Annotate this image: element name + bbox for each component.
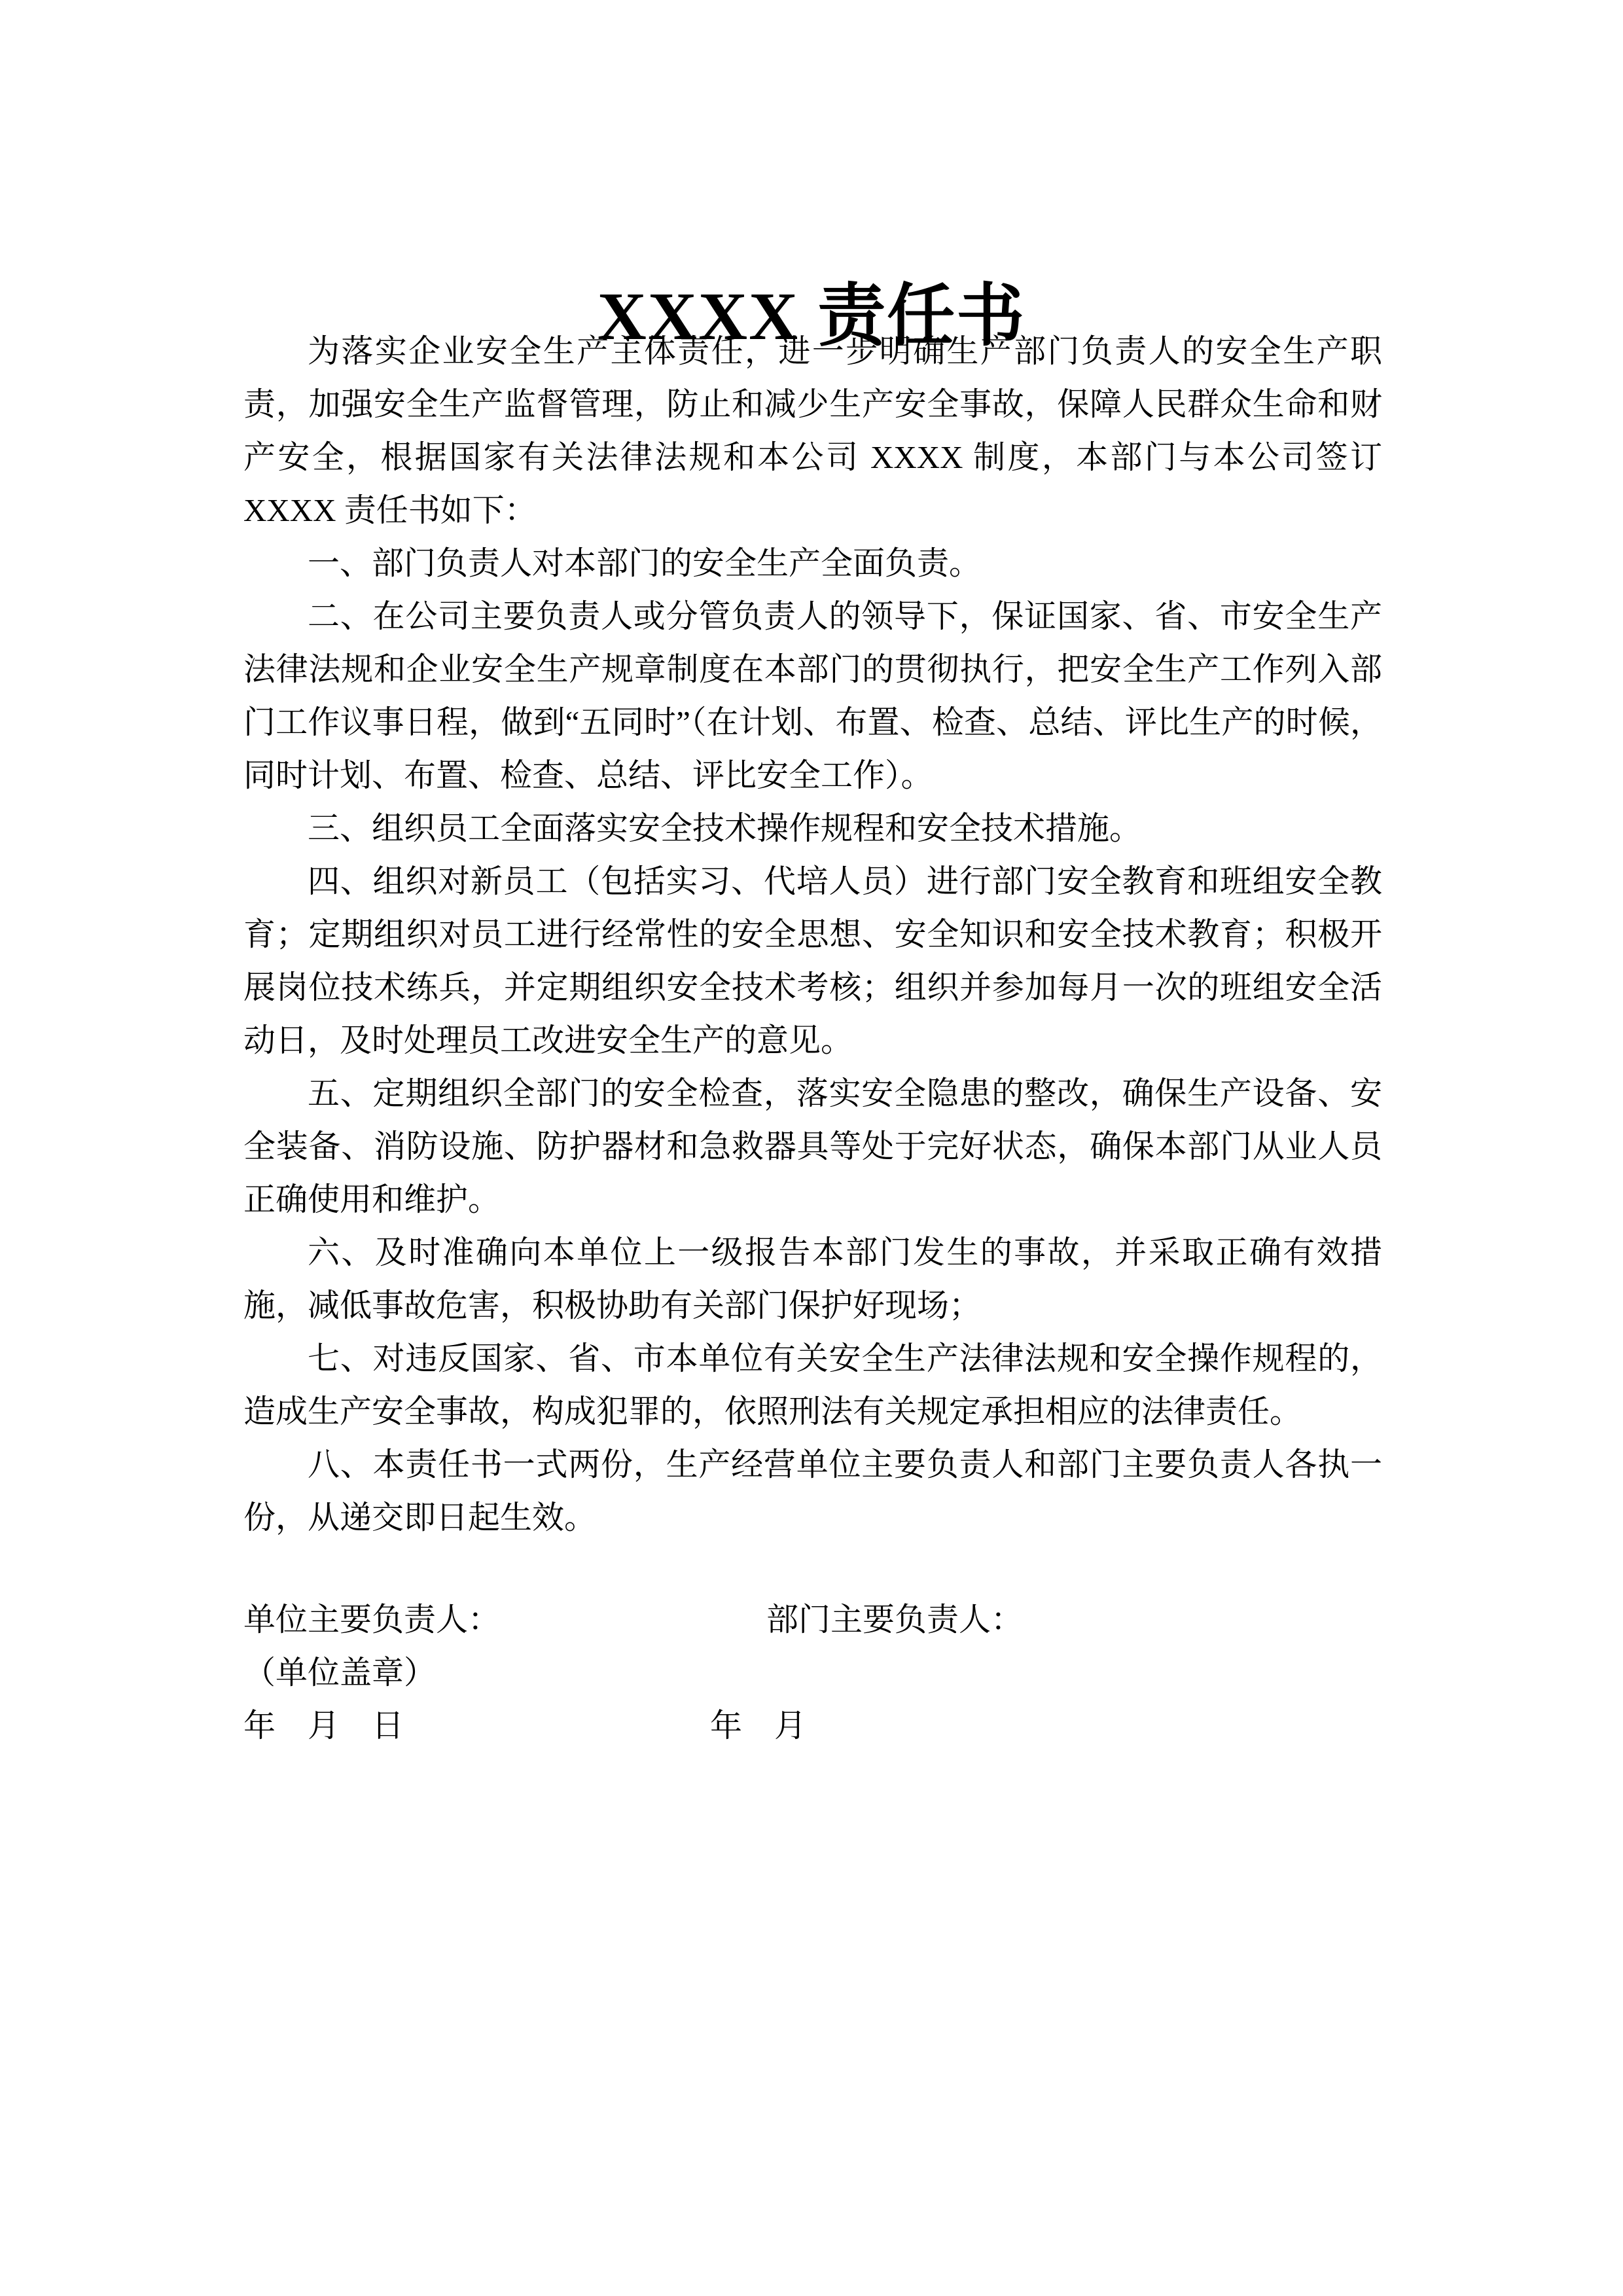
department-responsible-label: 部门主要负责人： — [766, 1602, 1024, 1638]
clause-3-paragraph: 三、组织员工全面落实安全技术操作规程和安全技术措施。 — [308, 810, 1142, 846]
signature-block — [243, 1593, 1382, 1752]
signature-seal-row — [243, 1646, 1382, 1699]
clause-5-paragraph: 五、定期组织全部门的安全检查，落实安全隐患的整改，确保生产设备、安全装备、消防设施、防护器材和急救器具等处于完好状态，确保本部门从业人员正确使用和维护。 — [243, 1075, 1382, 1217]
intro-paragraph: 为落实企业安全生产主体责任，进一步明确生产部门负责人的安全生产职责，加强安全生产监督管理，防止和减少生产安全事故，保障人民群众生命和财产安全，根据国家有关法律法规和本公司 XXXX 制度，本部门与本公司签订 XXXX 责任书如下： — [243, 333, 1382, 528]
unit-seal-note: （单位盖章） — [243, 1655, 437, 1691]
signature-names-row — [243, 1593, 1382, 1646]
unit-date-line: 年 月 日 — [243, 1708, 404, 1744]
clause-4-paragraph: 四、组织对新员工（包括实习、代培人员）进行部门安全教育和班组安全教育；定期组织对员工进行经常性的安全思想、安全知识和安全技术教育；积极开展岗位技术练兵，并定期组织安全技术考核；组织并参加每月一次的班组安全活动日，及时处理员工改进安全生产的意见。 — [243, 863, 1382, 1058]
signature-dates-row — [243, 1699, 1382, 1752]
clause-2-paragraph: 二、在公司主要负责人或分管负责人的领导下，保证国家、省、市安全生产法律法规和企业安全生产规章制度在本部门的贯彻执行，把安全生产工作列入部门工作议事日程，做到“五同时”（在计划、布置、检查、总结、评比生产的时候，同时计划、布置、检查、总结、评比安全工作）。 — [243, 598, 1382, 793]
department-date-line: 年 月 — [710, 1708, 807, 1744]
clause-8-paragraph: 八、本责任书一式两份，生产经营单位主要负责人和部门主要负责人各执一份，从递交即日起生效。 — [243, 1446, 1382, 1535]
clause-6-paragraph: 六、及时准确向本单位上一级报告本部门发生的事故，并采取正确有效措施，减低事故危害，积极协助有关部门保护好现场； — [243, 1234, 1382, 1323]
clause-7-paragraph: 七、对违反国家、省、市本单位有关安全生产法律法规和安全操作规程的，造成生产安全事故，构成犯罪的，依照刑法有关规定承担相应的法律责任。 — [243, 1340, 1382, 1429]
document-title: XXXX 责任书 — [597, 278, 1026, 354]
document-body — [243, 325, 1382, 1544]
clause-1-paragraph: 一、部门负责人对本部门的安全生产全面负责。 — [308, 545, 982, 581]
unit-responsible-label: 单位主要负责人： — [243, 1602, 501, 1638]
